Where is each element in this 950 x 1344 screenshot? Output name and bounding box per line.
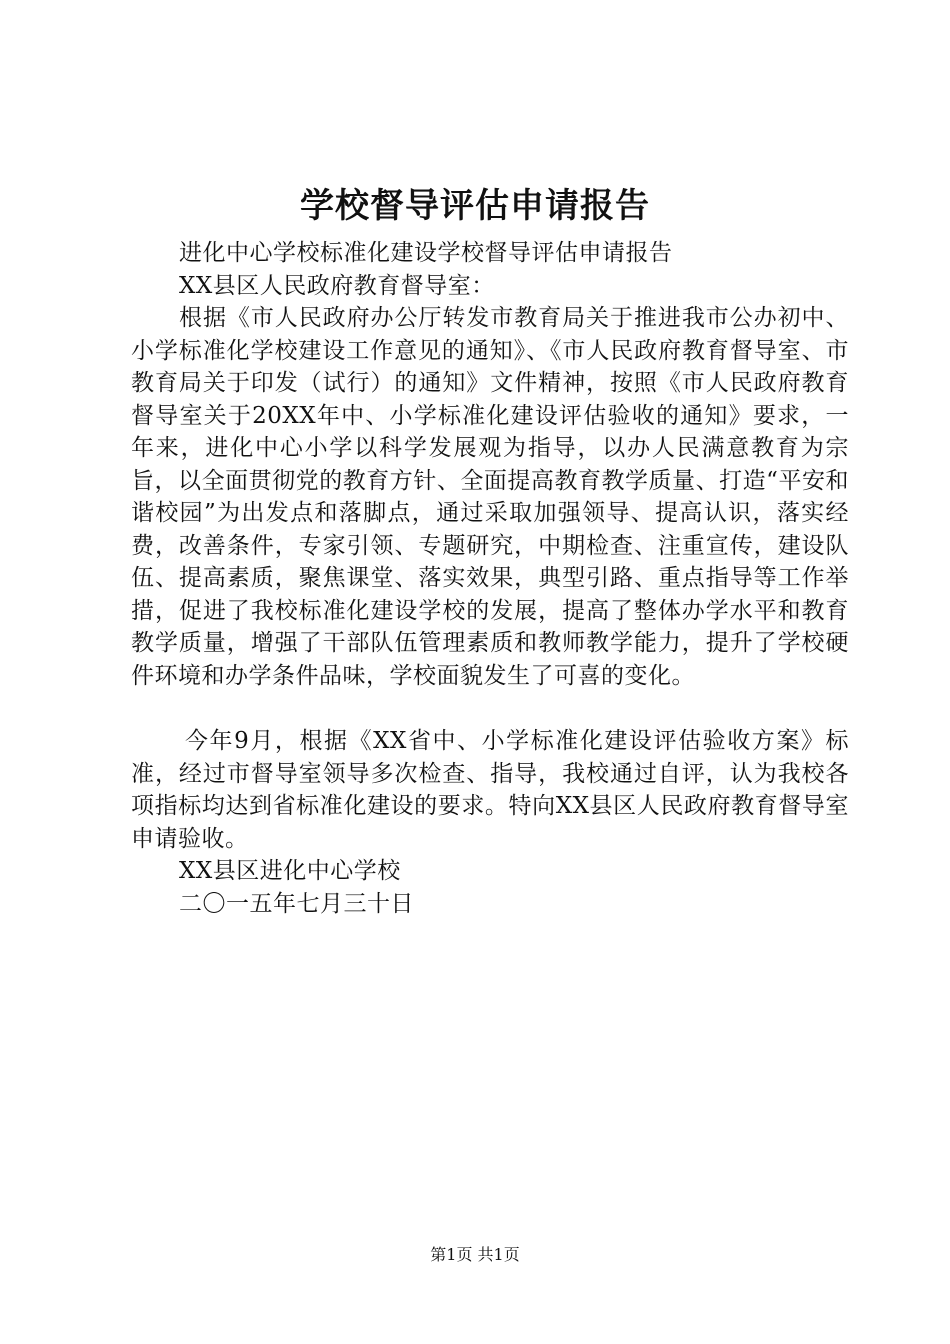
document-body: [131, 237, 849, 920]
document-title: 学校督导评估申请报告: [300, 186, 650, 226]
paragraph-2: 今年9月，根据《XX省中、小学标准化建设评估验收方案》标准，经过市督导室领导多次检查、指导，我校通过自评，认为我校各项指标均达到省标准化建设的要求。特向XX县区人民政府教育督导室申请验收。: [131, 728, 849, 852]
page-footer: 第1页 共1页: [430, 1245, 520, 1264]
paragraph-1: 根据《市人民政府办公厅转发市教育局关于推进我市公办初中、小学标准化学校建设工作意见的通知》、《市人民政府教育督导室、市教育局关于印发（试行）的通知》文件精神，按照《市人民政府教育督导室关于20XX年中、小学标准化建设评估验收的通知》要求，一年来，进化中心小学以科学发展观为指导，以办人民满意教育为宗旨，以全面贯彻党的教育方针、全面提高教育教学质量、打造“平安和谐校园”为出发点和落脚点，通过采取加强领导、提高认识，落实经费，改善条件，专家引领、专题研究，中期检查、注重宣传，建设队伍、提高素质，聚焦课堂、落实效果，典型引路、重点指导等工作举措，促进了我校标准化建设学校的发展，提高了整体办学水平和教育教学质量，增强了干部队伍管理素质和教师教学能力，提升了学校硬件环境和办学条件品味，学校面貌发生了可喜的变化。: [131, 305, 849, 689]
signature: XX县区进化中心学校: [179, 858, 401, 884]
paragraph-gap: [131, 692, 849, 725]
addressee: XX县区人民政府教育督导室：: [179, 272, 495, 299]
document-subtitle: 进化中心学校标准化建设学校督导评估申请报告: [179, 240, 673, 266]
date: 二〇一五年七月三十日: [179, 890, 414, 917]
